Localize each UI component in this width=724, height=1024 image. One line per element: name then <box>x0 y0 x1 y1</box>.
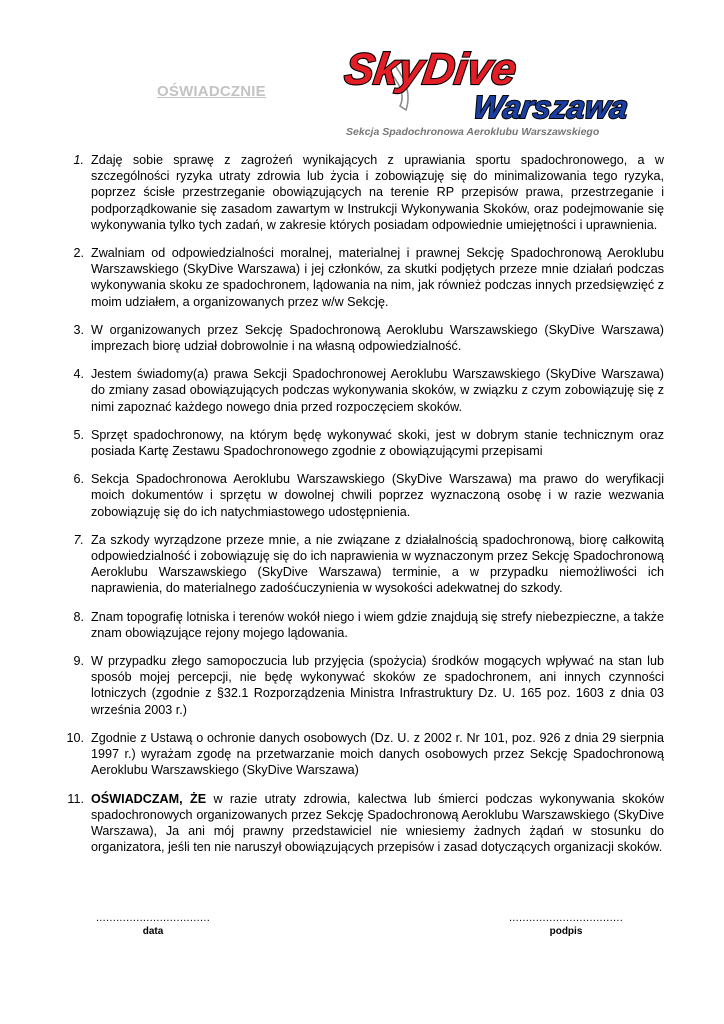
item-text: Sprzęt spadochronowy, na którym będę wykonywać skoki, jest w dobrym stanie technicznym oraz posiada Kartę Zestawu Spadochronowego zgodnie z obowiązującymi przepisami <box>91 427 664 459</box>
item-number: 6. <box>73 472 84 487</box>
item-text: Jestem świadomy(a) prawa Sekcji Spadochronowej Aeroklubu Warszawskiego (SkyDive Warszawa) do zmiany zasad obowiązujących podczas wykonywania skoków, w związku z czym zobowiązuję się z nimi zapoznać każdego nowego dnia przed rozpoczęciem skoków. <box>91 367 664 414</box>
list-item <box>50 791 664 856</box>
logo-subtitle: Sekcja Spadochronowa Aeroklubu Warszawskiego <box>346 126 600 138</box>
document-title: OŚWIADCZNIE <box>157 83 266 100</box>
signature-label: podpis <box>549 926 583 937</box>
skydive-logo <box>336 34 666 144</box>
item-text: W przypadku złego samopoczucia lub przyjęcia (spożycia) środków mogących wpływać na stan lub sposób mojej percepcji, nie będę wykonywać skoków ze spadochronem, ani innych czynności lotniczych (zgodnie z §32.1 Rozporządzenia Ministra Infrastruktury Dz. U. 165 poz. 1603 z dnia 03 września 2003 r.) <box>91 654 664 717</box>
item-text: W organizowanych przez Sekcję Spadochronową Aeroklubu Warszawskiego (SkyDive Warszawa) imprezach biorę udział dobrowolnie i na własną odpowiedzialność. <box>91 322 664 354</box>
item-lead: OŚWIADCZAM, ŻE <box>91 791 207 806</box>
item-number: 1. <box>73 153 84 167</box>
item-text: Za szkody wyrządzone przeze mnie, a nie związane z działalnością spadochronową, biorę całkowitą odpowiedzialność i zobowiązuję się do ich naprawienia w wyznaczonym przez Sekcję Spadochronową Aeroklubu Warszawskiego (SkyDive Warszawa) terminie, a w przypadku niemożliwości ich naprawienia, do materialnego zadośćuczynienia w wysokości adekwatnej do szkody. <box>91 532 664 596</box>
item-number: 2. <box>73 246 84 261</box>
signature-dots: .................................. <box>508 912 624 924</box>
date-dots: .................................. <box>95 912 211 924</box>
list-item <box>50 532 664 597</box>
list-item <box>50 471 664 520</box>
item-number: 10. <box>66 730 84 745</box>
item-number: 8. <box>73 609 84 624</box>
declaration-list <box>50 152 664 855</box>
item-number: 11. <box>67 791 84 806</box>
item-number: 9. <box>73 654 84 669</box>
item-text: Sekcja Spadochronowa Aeroklubu Warszawskiego (SkyDive Warszawa) ma prawo do weryfikacji moich dokumentów i sprzętu w dowolnej chwili poprzez wyznaczoną osobę i w razie wezwania zobowiązuję się do ich natychmiastowego udostępnienia. <box>91 472 664 519</box>
item-text: Zdaję sobie sprawę z zagrożeń wynikających z uprawiania sportu spadochronowego, a w szczególności ryzyka utraty zdrowia lub życia i zobowiązuję się do minimalizowania tego ryzyka, poprzez ścisłe przestrzeganie obowiązujących na terenie RP przepisów prawa, przestrzeganie i podporządkowanie się zasadom zawartym w Instrukcji Wykonywania Skoków, oraz podejmowanie się wykonywania tylko tych zadań, w zakresie których posiadam odpowiednie umiejętności i uprawnienia. <box>91 153 664 232</box>
signature-field <box>500 912 632 937</box>
logo-line2: Warszawa <box>471 89 631 125</box>
item-number: 5. <box>73 427 84 442</box>
list-item <box>50 653 664 718</box>
list-item <box>50 427 664 459</box>
item-text: Zgodnie z Ustawą o ochronie danych osobowych (Dz. U. z 2002 r. Nr 101, poz. 926 z dnia 29 sierpnia 1997 r.) wyrażam zgodę na przetwarzanie moich danych osobowych przez Sekcję Spadochronową Aeroklubu Warszawskiego (SkyDive Warszawa) <box>91 730 664 778</box>
item-text: Znam topografię lotniska i terenów wokół niego i wiem gdzie znajdują się strefy niebezpieczne, a także znam obowiązujące rejony mojego lądowania. <box>91 609 664 640</box>
item-text: Zwalniam od odpowiedzialności moralnej, materialnej i prawnej Sekcję Spadochronową Aeroklubu Warszawskiego (SkyDive Warszawa) i jej członków, za skutki podjętych przeze mnie działań podczas wykonywania skoku ze spadochronem, lądowania na nim, jak również podczas innych przedsięwzięć z moim udziałem, a organizowanych przez w/w Sekcję. <box>91 246 664 309</box>
logo-line1: SkyDive <box>341 45 520 94</box>
date-label: data <box>142 926 164 937</box>
item-text: w razie utraty zdrowia, kalectwa lub śmierci podczas wykonywania skoków spadochronowych organizowanych przez Sekcję Spadochronową Aeroklubu Warszawskiego (SkyDive Warszawa), Ja ani mój prawny przedstawiciel nie wniesiemy żadnych żądań w stosunku do organizatora, jeśli ten nie naruszył obowiązujących przepisów i zasad dotyczących organizacji skoków. <box>91 791 664 855</box>
list-item <box>50 152 664 233</box>
list-item <box>50 366 664 415</box>
list-item <box>50 609 664 641</box>
date-signature-field <box>88 912 218 937</box>
list-item <box>50 322 664 354</box>
list-item <box>50 730 664 779</box>
list-item <box>50 245 664 310</box>
item-number: 4. <box>73 367 84 382</box>
item-number: 7. <box>73 532 84 547</box>
item-number: 3. <box>73 322 84 337</box>
